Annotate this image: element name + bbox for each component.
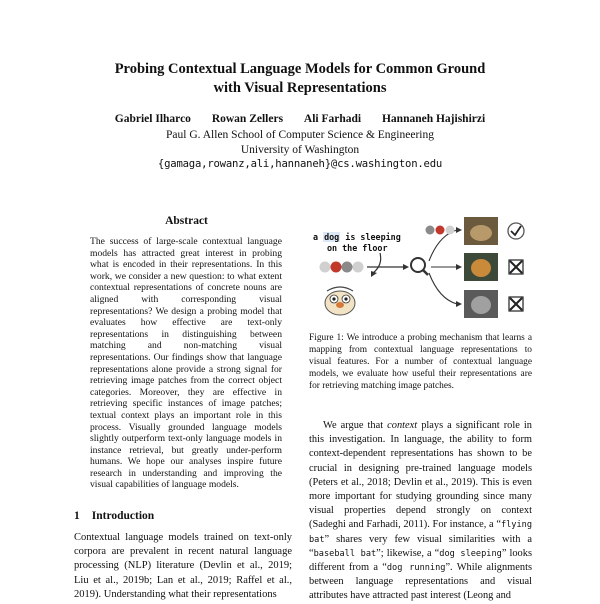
author-list: [0, 113, 600, 125]
rc-text-6: ”. While alignments between language representations and visual attributes have attracted past interest (Leong and: [309, 562, 532, 602]
mascot-face-icon: [325, 287, 355, 315]
paper-title: [0, 60, 600, 98]
embed-arrow-head: [403, 264, 409, 270]
figure-word-a: a: [313, 232, 319, 242]
magnifier-icon: [411, 258, 428, 275]
figure-1-diagram: [305, 215, 535, 325]
affiliation-line-1: Paul G. Allen School of Computer Science & Engineering: [166, 129, 434, 141]
sentence-arrow: [373, 253, 381, 273]
rc-text-5: ” looks different from a “: [309, 547, 532, 574]
branch-arrow-bottom: [429, 273, 457, 304]
section-title: Introduction: [91, 510, 155, 522]
visual-feature-row-1: [426, 226, 455, 235]
author-3: Ali Farhadi: [303, 113, 362, 125]
right-column-body: [309, 419, 532, 604]
author-emails: {gamaga,rowanz,ali,hannaneh}@cs.washington.edu: [157, 158, 443, 170]
rc-text-4: ”; likewise, a “: [376, 547, 440, 559]
cross-icon: [509, 260, 523, 274]
rc-text-3: ” shares very few visual similarities with a “: [309, 533, 532, 559]
branch-arrow-top: [429, 230, 457, 261]
check-icon: [508, 223, 524, 239]
affiliation-line-2: University of Washington: [240, 144, 360, 156]
section-heading-introduction: [74, 510, 154, 522]
figure-word-rest: is sleeping: [345, 232, 401, 242]
section-number: 1: [74, 510, 80, 522]
affiliation: [0, 128, 600, 158]
author-4: Hannaneh Hajishirzi: [381, 113, 486, 125]
figure-highlighted-noun: dog: [324, 232, 340, 242]
text-embed-dot-1: [320, 262, 331, 273]
rc-text-1: We argue that: [323, 420, 384, 431]
text-embed-dot-3: [342, 262, 353, 273]
author-2: Rowan Zellers: [211, 113, 284, 125]
rc-code-4: dog running: [386, 563, 446, 574]
abstract-heading: Abstract: [165, 215, 208, 227]
author-1: Gabriel Ilharco: [114, 113, 191, 125]
rc-code-2: baseball bat: [313, 548, 377, 559]
introduction-body: Contextual language models trained on text-only corpora are prevalent in recent natural language processing (NLP) literature (Devlin et al., 2019; Liu et al., 2019b; Lan et al., 2019; Raffel et al., 2019). Understanding what their representations: [74, 532, 292, 600]
cross-icon: [509, 297, 523, 311]
rc-code-3: dog sleeping: [439, 548, 502, 559]
rc-text-2: plays a significant role in this investigation. In language, the ability to form context-dependent representations has shown to be crucial in designing pre-trained language models (Peters et al., 2018; Devlin et al., 2019). This is even more important for studying grounding since many visual properties depend strongly on context (Sadeghi and Farhadi, 2011). For instance, a “: [309, 420, 532, 531]
abstract-body: The success of large-scale contextual language models has attracted great interest in probing what is encoded in their representations. In this work, we consider a new question: to what extent contextual representations of concrete nouns are aligned with corresponding visual representations? We design a probing model that evaluates how effective are text-only representations in distinguishing between matching and non-matching visual representations. Our findings show that language representations alone provide a strong signal for retrieving image patches from the correct object categories. Moreover, they are effective in retrieving specific instances of image patches; textual context plays an important role in this process. Visually grounded language models slightly outperform text-only language models in instance retrieval, but greatly under-perform humans. We hope our analyses inspire future research in understanding and improving the visual capabilities of language models.: [90, 236, 282, 491]
rc-emphasis: context: [387, 420, 418, 431]
rc-code-1: flying bat: [309, 520, 532, 545]
text-embed-dot-4: [353, 262, 364, 273]
title-line-1: Probing Contextual Language Models for Common Ground: [114, 61, 486, 77]
figure-caption: Figure 1: We introduce a probing mechanism that learns a mapping from contextual language representations to visual features. For a number of contextual language models, we evaluate how useful their representations are for retrieving matching image patches.: [309, 333, 532, 391]
figure-sentence-line-2: on the floor: [327, 243, 388, 253]
title-line-2: with Visual Representations: [213, 80, 387, 96]
text-embed-dot-2: [331, 262, 342, 273]
